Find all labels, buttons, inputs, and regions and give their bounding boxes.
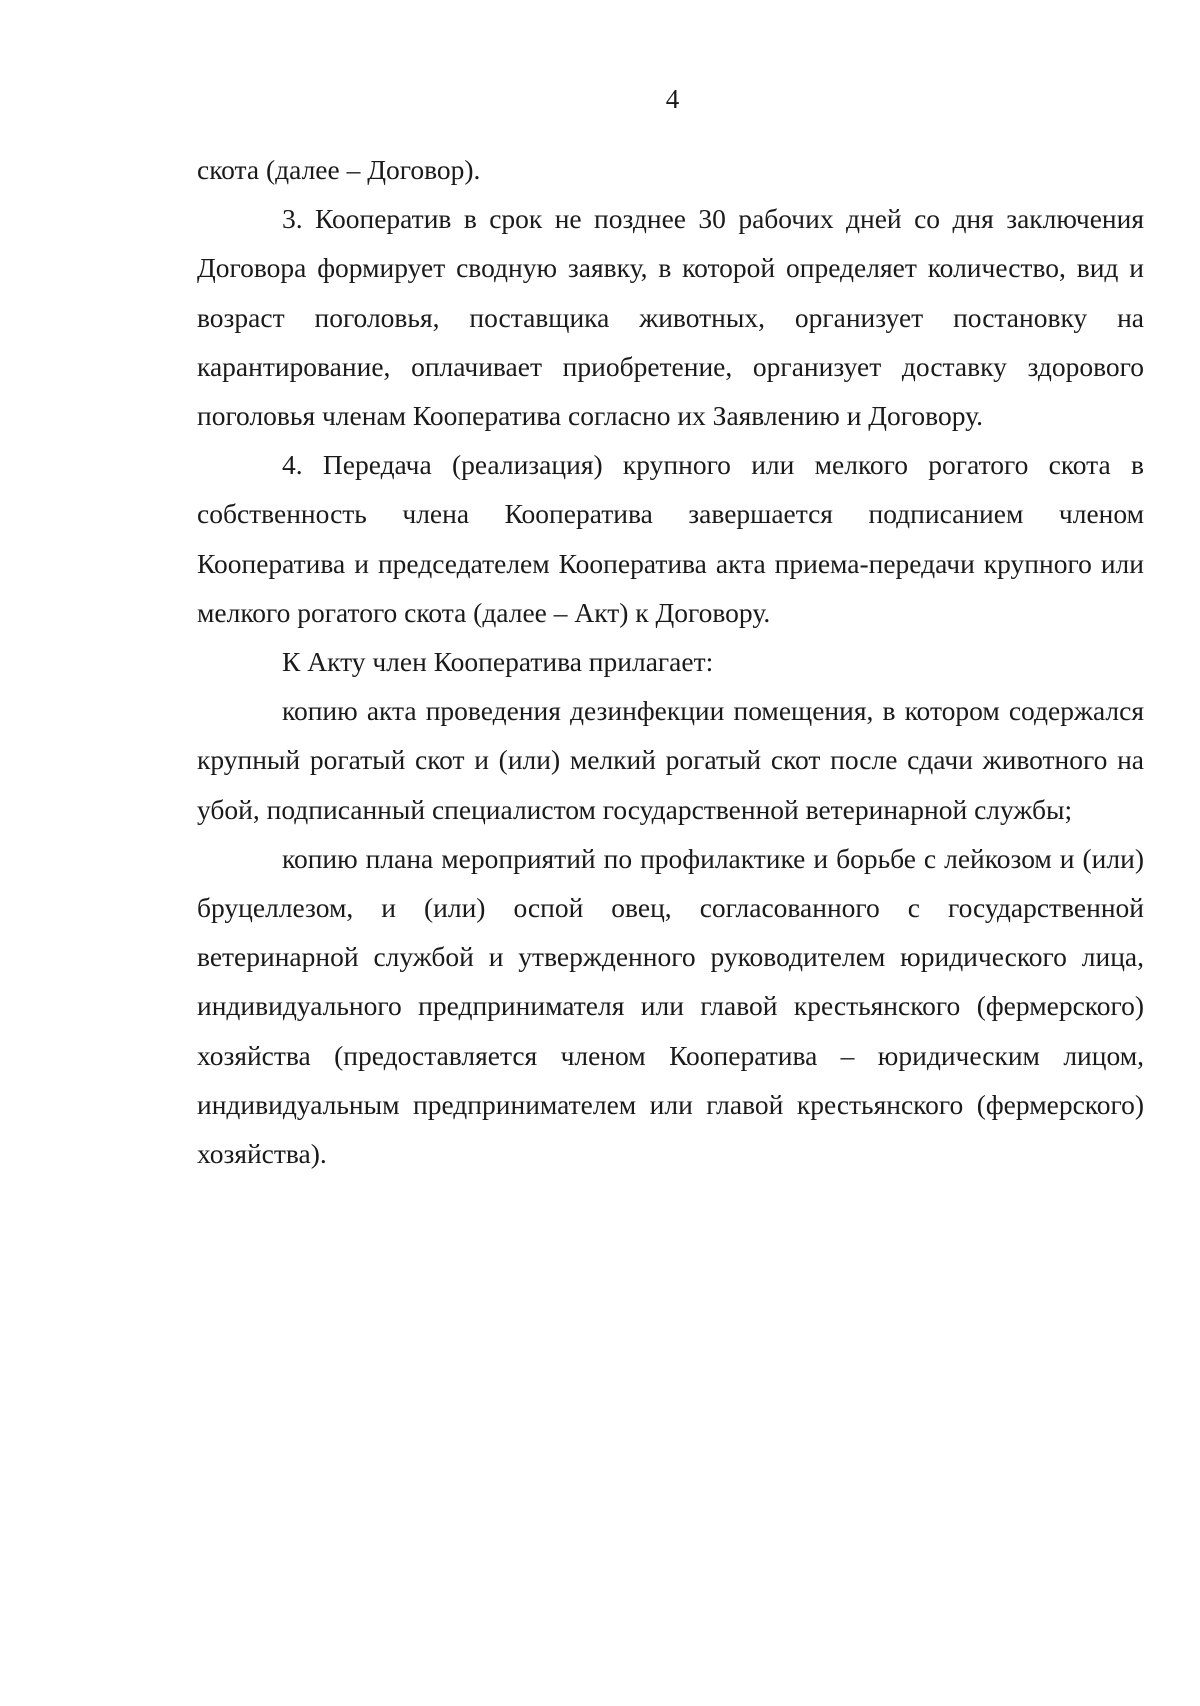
- paragraph-attachment-disinfection: копию акта проведения дезинфекции помещения, в котором содержался крупный рогатый скот и (или) мелкий рогатый скот после сдачи животного на убой, подписанный специалистом государственной ветеринарной службы;: [197, 695, 1144, 825]
- document-body: [197, 145, 1144, 1178]
- paragraph-attachments-intro: К Акту член Кооператива прилагает:: [282, 646, 714, 678]
- page-number: 4: [665, 84, 680, 114]
- paragraph-attachment-plan: копию плана мероприятий по профилактике и борьбе с лейкозом и (или) бруцеллезом, и (или) оспой овец, согласованного с государственной ветеринарной службой и утвержденного руководителем юридического лица, индивидуального предпринимателя или главой крестьянского (фермерского) хозяйства (предоставляется членом Кооператива – юридическим лицом, индивидуальным предпринимателем или главой крестьянского (фермерского) хозяйства).: [197, 842, 1144, 1170]
- paragraph-item-3: 3. Кооператив в срок не позднее 30 рабочих дней со дня заключения Договора формирует сводную заявку, в которой определяет количество, вид и возраст поголовья, поставщика животных, организует постановку на карантирование, оплачивает приобретение, организует доставку здорового поголовья членам Кооператива согласно их Заявлению и Договору.: [197, 203, 1144, 432]
- paragraph-item-4: 4. Передача (реализация) крупного или мелкого рогатого скота в собственность члена Кооператива завершается подписанием членом Кооператива и председателем Кооператива акта приема-передачи крупного или мелкого рогатого скота (далее – Акт) к Договору.: [197, 449, 1144, 628]
- paragraph-continuation: скота (далее – Договор).: [197, 154, 481, 185]
